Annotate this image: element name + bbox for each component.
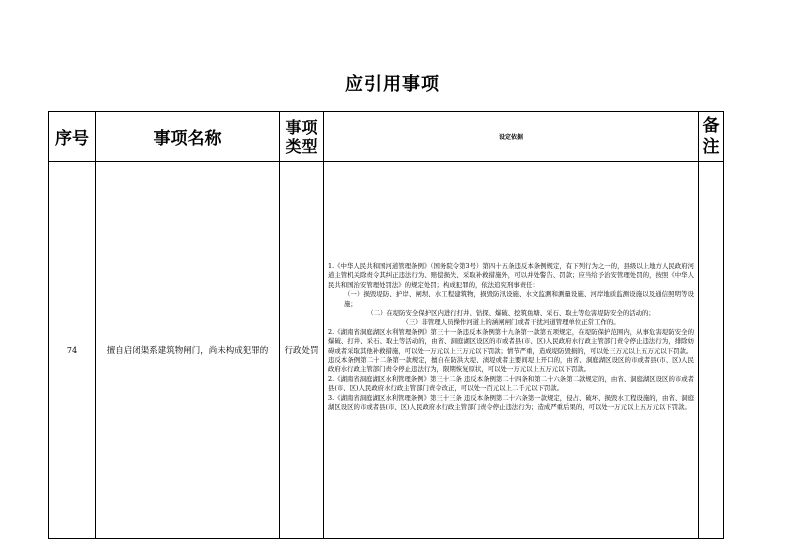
row-basis bbox=[324, 162, 699, 539]
header-type: 事项类型 bbox=[280, 112, 324, 162]
header-basis: 设定依据 bbox=[324, 112, 699, 162]
header-note: 备注 bbox=[699, 112, 724, 162]
basis-line: （二）在堤防安全保护区内进行打井、钻探、爆破、挖筑鱼塘、采石、取土等危害堤防安全的活动的； bbox=[367, 309, 655, 318]
basis-text bbox=[324, 262, 698, 413]
table-row bbox=[49, 162, 724, 539]
row-type: 行政处罚 bbox=[280, 162, 324, 539]
basis-line: （一）损毁堤防、护岸、闸坝、水工程建筑物，损毁防汛设施、水文监测和测量设施、河岸地质监测设施以及通信照明等设施； bbox=[344, 290, 694, 308]
basis-line: 1.《中华人民共和国河道管理条例》（国务院令第3号）第四十五条违反本条例规定，有下列行为之一的，县级以上地方人民政府河道主管机关除责令其纠正违法行为、赔偿损失、采取补救措施外，可以并处警告、罚款；应当给予治安管理处罚的，按照《中华人民共和国治安管理处罚法》的规定处罚；构成犯罪的，依法追究刑事责任： bbox=[328, 262, 694, 289]
matters-table bbox=[48, 111, 724, 539]
header-name: 事项名称 bbox=[96, 112, 280, 162]
basis-line: 违反本条例第二十二条第一款规定，擅自在防洪大堤、渍堤或者主要间堤上开口的，由省、洞庭湖区设区的市或者县(市、区)人民政府水行政主管部门责令停止违法行为，限期恢复原状，可以处一万元以上五万元以下罚款。 bbox=[328, 356, 694, 374]
row-note bbox=[699, 162, 724, 539]
header-number: 序号 bbox=[49, 112, 96, 162]
row-name: 擅自启闭渠系建筑物闸门，尚未构成犯罪的 bbox=[96, 162, 280, 539]
page-title: 应引用事项 bbox=[345, 74, 440, 95]
table-header-row bbox=[49, 112, 724, 162]
basis-line: （三）非管理人员操作河道上的涵闸闸门或者干扰河道管理单位正常工作的。 bbox=[402, 318, 620, 327]
row-number: 74 bbox=[49, 162, 96, 539]
basis-line: 3.《湖南省洞庭湖区水利管理条例》第三十三条 违反本条例第二十六条第一款规定，侵占、破坏、损毁水工程设施的，由省、洞庭湖区设区的市或者县(市、区)人民政府水行政主管部门责令停止违法行为；造成严重后果的，可以处一万元以上五万元以下罚款。 bbox=[328, 393, 695, 412]
basis-line: 2.《湖南省洞庭湖区水利管理条例》第三十一条违反本条例第十九条第一款第五项规定，在堤防保护范围内，从事危害堤防安全的爆破、打井、采石、取土等活动的，由省、洞庭湖区设区的市或者县(市、区)人民政府水行政主管部门责令停止违法行为，排除妨碍或者采取其他补救措施，可以处一万元以上三万元以下罚款；情节严重，造成堤防毁损的，可以处三万元以上五万元以下罚款。 bbox=[328, 327, 694, 355]
basis-line: 2.《湖南省洞庭湖区水利管理条例》第三十二条 违反本条例第二十四条和第二十六条第二款规定的，由省、洞庭湖区设区的市或者县(市、区)人民政府水行政主管部门责令改正，可以处一百元以上二千元以下罚款。 bbox=[328, 374, 695, 393]
